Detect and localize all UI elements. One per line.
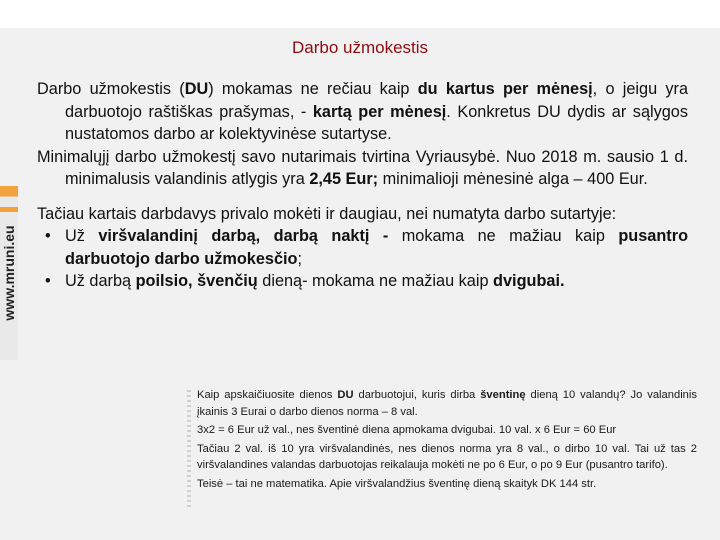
brand-url: www.mruni.eu — [1, 225, 17, 321]
slide-title: Darbo užmokestis — [291, 38, 429, 57]
paragraph-pay-frequency: Darbo užmokestis (DU) mokamas ne rečiau kaip du kartus per mėnesį, o jeigu yra darbuotojo raštiškas prašymas, - kartą per mėnesį. Konkretus DU dydis ar sąlygos nustatomos darbo ar kolektyvinėse sutartyse. — [37, 80, 689, 143]
note-calculation: 3x2 = 6 Eur už val., nes šventinė diena apmokama dvigubai. 10 val. x 6 Eur = 60 Eur — [197, 424, 617, 436]
sidebar-brand — [0, 186, 18, 360]
example-note — [197, 387, 697, 492]
bullet-overtime: • Už viršvalandinį darbą, darbą naktį - mokama ne mažiau kaip pusantro darbuotojo darbo užmokesčio; — [45, 227, 689, 268]
main-content — [37, 78, 688, 293]
note-divider — [187, 390, 191, 510]
note-overtime: Tačiau 2 val. iš 10 yra viršvalandinės, nes dienos norma yra 8 val., o dirbo 10 val. Tai už tas 2 viršvalandines valandas darbuotojas reikalauja mokėti ne po 6 Eur, o po 9 Eur (pusantro tarifo). — [197, 442, 697, 471]
bullet-holiday: • Už darbą poilsio, švenčių dieną- mokama ne mažiau kaip dvigubai. — [45, 272, 565, 290]
note-reference: Teisė – tai ne matematika. Apie viršvalandžius šventinę dieną skaityk DK 144 str. — [197, 477, 597, 490]
note-question: Kaip apskaičiuosite dienos DU darbuotojui, kuris dirba šventinę dieną 10 valandų? Jo valandinis įkainis 3 Eurai o darbo dienos norma – 8 val. — [197, 389, 697, 418]
paragraph-extra-pay: Tačiau kartais darbdavys privalo mokėti ir daugiau, nei numatyta darbo sutartyje: — [37, 204, 617, 223]
top-bar — [0, 0, 720, 28]
paragraph-minimum-wage: Minimalųjį darbo užmokestį savo nutarimais tvirtina Vyriausybė. Nuo 2018 m. sausio 1 d. minimalusis valandinis atlygis yra 2,45 Eur; minimalioji mėnesinė alga – 400 Eur. — [37, 147, 688, 188]
